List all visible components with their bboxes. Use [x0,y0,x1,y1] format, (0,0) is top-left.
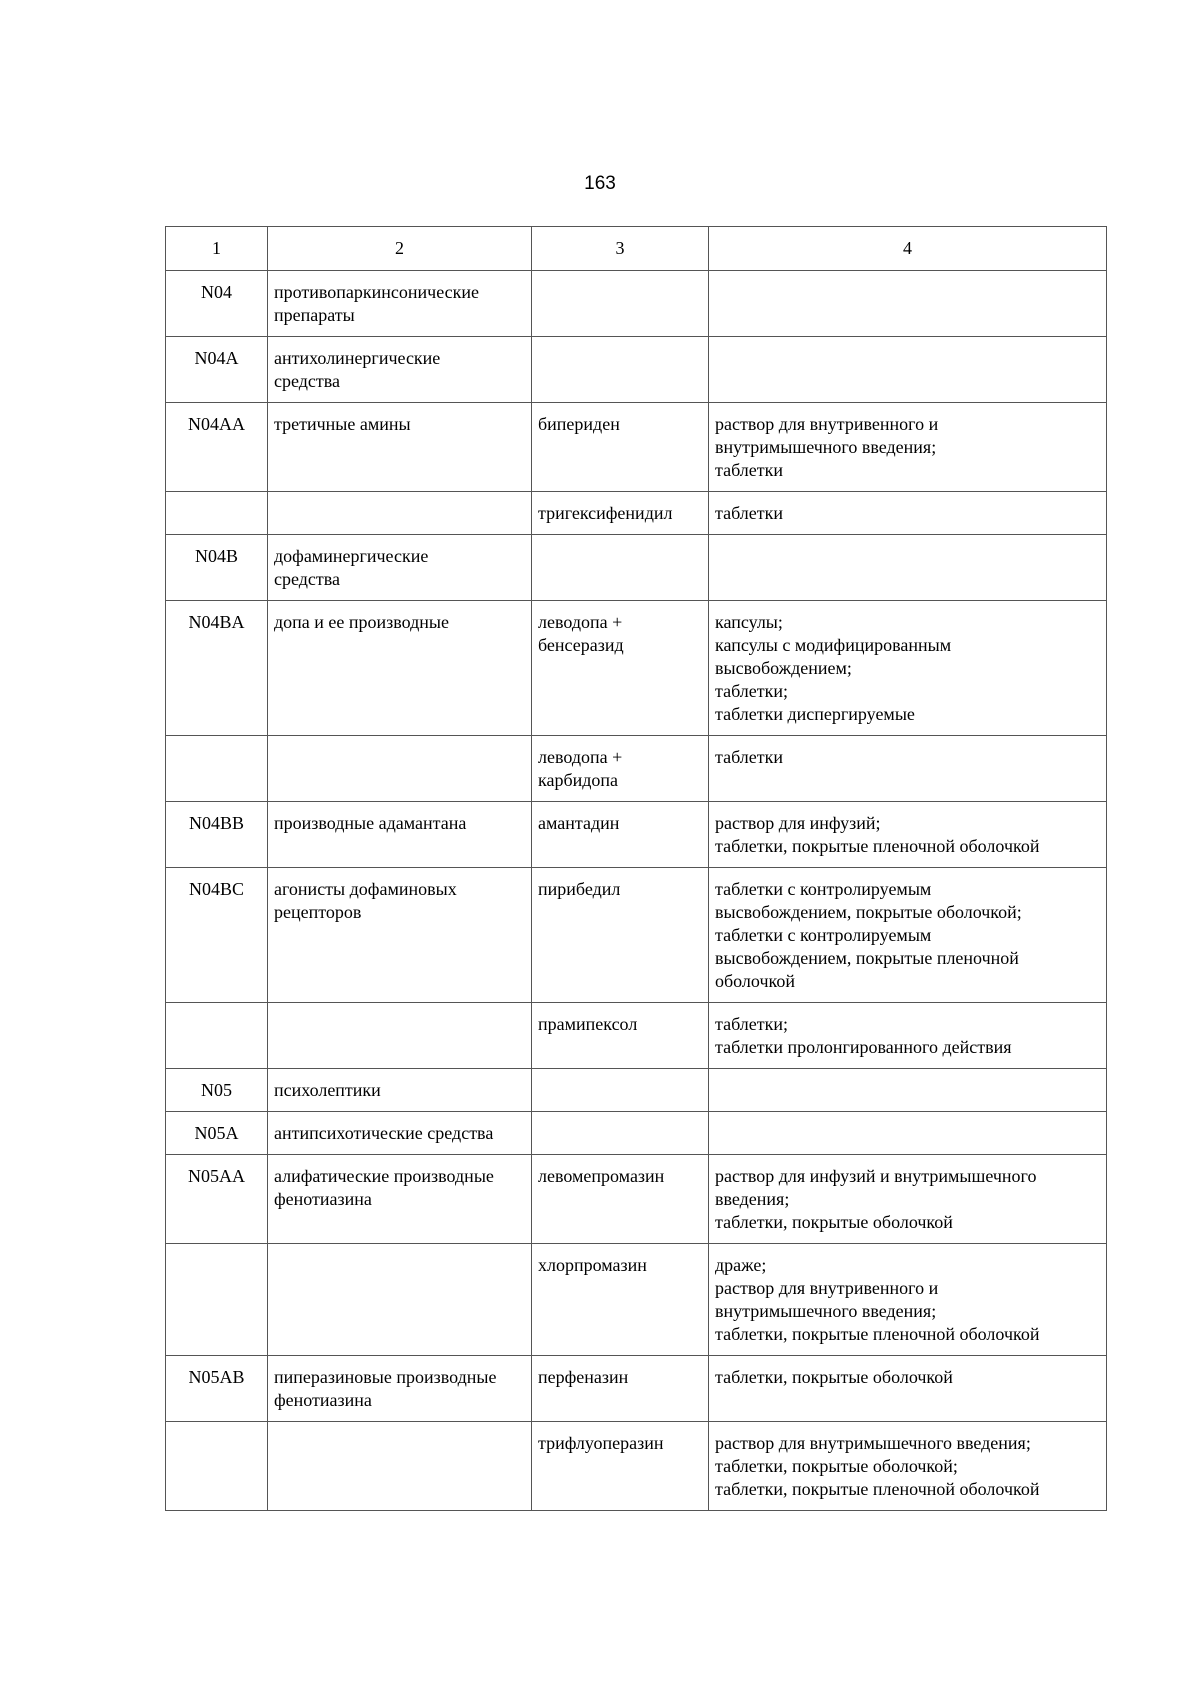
table-row [166,1003,1107,1069]
table-header-row [166,227,1107,271]
table-row [166,736,1107,802]
dosage-form-cell: раствор для инфузий; таблетки, покрытые пленочной оболочкой [709,802,1107,868]
drug-name-cell: перфеназин [532,1356,709,1422]
group-name-cell: дофаминергические средства [268,535,532,601]
column-header-3: 3 [532,227,709,271]
column-header-1: 1 [166,227,268,271]
atc-code-cell [166,1422,268,1511]
drug-name-cell: трифлуоперазин [532,1422,709,1511]
table-row [166,535,1107,601]
column-header-2: 2 [268,227,532,271]
atc-code-cell: N04BB [166,802,268,868]
atc-code-cell: N05AB [166,1356,268,1422]
drug-name-cell: тригексифенидил [532,492,709,535]
table-row [166,601,1107,736]
drug-name-cell: бипериден [532,403,709,492]
dosage-form-cell [709,535,1107,601]
group-name-cell: противопаркинсонические препараты [268,271,532,337]
dosage-form-cell: таблетки [709,736,1107,802]
dosage-form-cell: раствор для внутривенного и внутримышечного введения; таблетки [709,403,1107,492]
atc-code-cell [166,736,268,802]
dosage-form-cell: раствор для инфузий и внутримышечного введения; таблетки, покрытые оболочкой [709,1155,1107,1244]
drug-name-cell [532,1069,709,1112]
group-name-cell: допа и ее производные [268,601,532,736]
atc-code-cell: N04B [166,535,268,601]
dosage-form-cell [709,337,1107,403]
drug-name-cell: хлорпромазин [532,1244,709,1356]
group-name-cell [268,1422,532,1511]
group-name-cell: антипсихотические средства [268,1112,532,1155]
atc-code-cell: N04 [166,271,268,337]
table-row [166,1155,1107,1244]
atc-code-cell: N05A [166,1112,268,1155]
table-row [166,1356,1107,1422]
drug-name-cell: левомепромазин [532,1155,709,1244]
dosage-form-cell: раствор для внутримышечного введения; таблетки, покрытые оболочкой; таблетки, покрытые пленочной оболочкой [709,1422,1107,1511]
group-name-cell: третичные амины [268,403,532,492]
table-row [166,802,1107,868]
drug-name-cell: леводопа + карбидопа [532,736,709,802]
atc-code-cell: N04BA [166,601,268,736]
table-row [166,1112,1107,1155]
table-row [166,337,1107,403]
group-name-cell [268,492,532,535]
group-name-cell: антихолинергические средства [268,337,532,403]
atc-code-cell: N05 [166,1069,268,1112]
page-number: 163 [584,173,616,194]
drug-name-cell: пирибедил [532,868,709,1003]
atc-code-cell [166,1003,268,1069]
table-row [166,1069,1107,1112]
dosage-form-cell [709,1112,1107,1155]
drug-name-cell: леводопа + бенсеразид [532,601,709,736]
dosage-form-cell [709,271,1107,337]
dosage-form-cell [709,1069,1107,1112]
group-name-cell: алифатические производные фенотиазина [268,1155,532,1244]
drug-name-cell [532,337,709,403]
drug-name-cell [532,1112,709,1155]
dosage-form-cell: таблетки, покрытые оболочкой [709,1356,1107,1422]
table-row [166,492,1107,535]
atc-code-cell: N04BC [166,868,268,1003]
table-row [166,403,1107,492]
group-name-cell: агонисты дофаминовых рецепторов [268,868,532,1003]
group-name-cell: производные адамантана [268,802,532,868]
dosage-form-cell: драже; раствор для внутривенного и внутримышечного введения; таблетки, покрытые пленочной оболочкой [709,1244,1107,1356]
atc-code-cell [166,1244,268,1356]
table-row [166,868,1107,1003]
group-name-cell [268,736,532,802]
drug-name-cell: амантадин [532,802,709,868]
dosage-form-cell: таблетки; таблетки пролонгированного действия [709,1003,1107,1069]
column-header-4: 4 [709,227,1107,271]
drug-table [165,226,1107,1511]
table-row [166,1244,1107,1356]
group-name-cell [268,1003,532,1069]
table-row [166,1422,1107,1511]
atc-code-cell: N05AA [166,1155,268,1244]
dosage-form-cell: таблетки [709,492,1107,535]
drug-name-cell [532,271,709,337]
group-name-cell: психолептики [268,1069,532,1112]
group-name-cell [268,1244,532,1356]
group-name-cell: пиперазиновые производные фенотиазина [268,1356,532,1422]
table-row [166,271,1107,337]
atc-code-cell: N04A [166,337,268,403]
dosage-form-cell: таблетки с контролируемым высвобождением, покрытые оболочкой; таблетки с контролируемым высвобождением, покрытые пленочной оболочкой [709,868,1107,1003]
atc-code-cell: N04AA [166,403,268,492]
atc-code-cell [166,492,268,535]
dosage-form-cell: капсулы; капсулы с модифицированным высвобождением; таблетки; таблетки диспергируемые [709,601,1107,736]
drug-name-cell: прамипексол [532,1003,709,1069]
table-body [166,271,1107,1511]
drug-name-cell [532,535,709,601]
